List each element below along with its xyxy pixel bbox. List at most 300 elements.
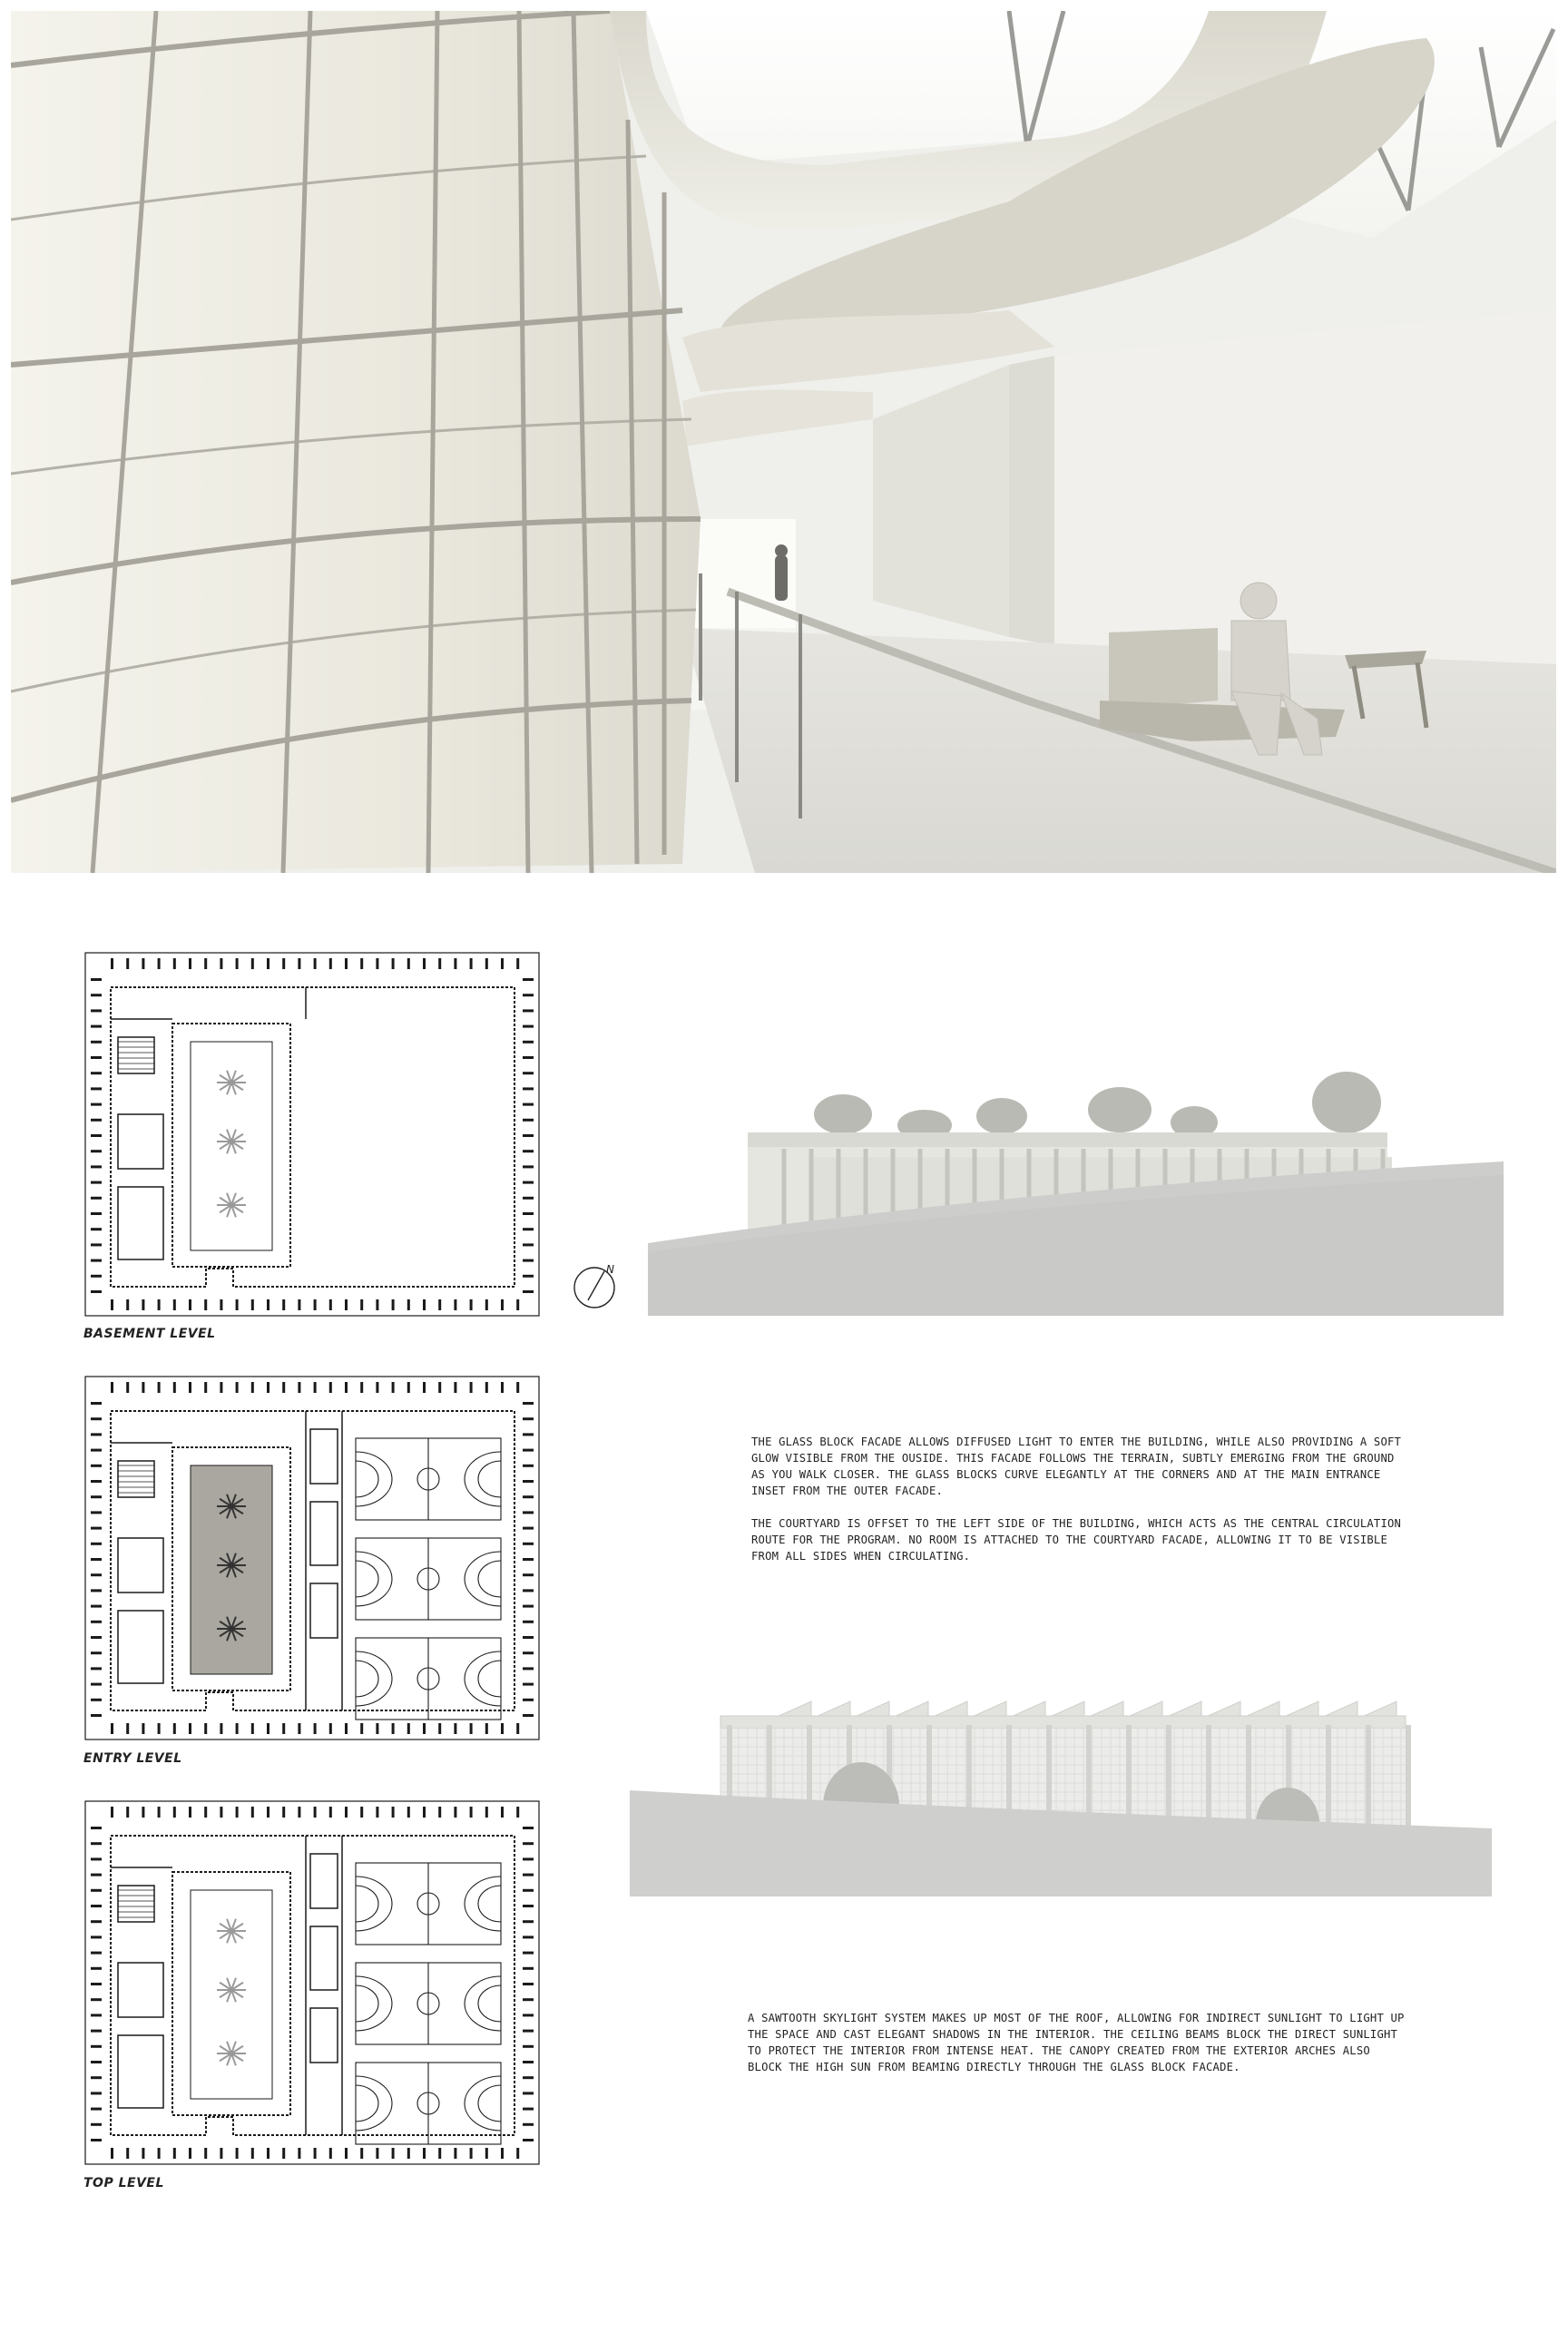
room	[310, 1429, 338, 1484]
column-mark	[329, 1807, 332, 1818]
glass-block-wall	[11, 11, 701, 873]
column-mark	[220, 1382, 222, 1393]
column-mark	[407, 958, 410, 969]
tree-icon	[217, 1978, 246, 2003]
column-mark	[438, 1807, 441, 1818]
column-mark	[523, 1636, 534, 1639]
tree-icon	[217, 2042, 246, 2066]
column-mark	[454, 1299, 456, 1310]
column-mark	[91, 1605, 102, 1608]
column-mark	[523, 1651, 534, 1654]
column-mark	[126, 1807, 129, 1818]
column-mark	[523, 1402, 534, 1405]
column-mark	[282, 958, 285, 969]
column-mark	[267, 1299, 270, 1310]
column-mark	[204, 2148, 207, 2159]
column-mark	[345, 1723, 348, 1734]
stair	[118, 1461, 154, 1497]
column-mark	[91, 1041, 102, 1044]
column-mark	[523, 1558, 534, 1561]
column-mark	[329, 1723, 332, 1734]
column-mark	[360, 1299, 363, 1310]
roof-paragraph-1: A SAWTOOTH SKYLIGHT SYSTEM MAKES UP MOST OF THE ROOF, ALLOWING FOR INDIRECT SUNLIGHT TO LIGHT UP THE SPACE AND CAST ELEGANT SHADOWS IN THE INTERIOR. THE CEILING BEAMS BLOCK THE DIRECT SUNLIGHT TO PROTECT THE INTERIOR FROM INTENSE HEAT. THE CANOPY CREATED FROM THE EXTERIOR ARCHES ALSO BLOCK THE HIGH SUN FROM BEAMING DIRECTLY THROUGH THE GLASS BLOCK FACADE.	[748, 2012, 1405, 2073]
column-mark	[360, 1382, 363, 1393]
column-mark	[523, 1259, 534, 1262]
column-mark	[126, 1382, 129, 1393]
person-figure	[775, 555, 788, 601]
column-mark	[392, 1723, 395, 1734]
column-mark	[523, 1165, 534, 1168]
room	[118, 1963, 163, 2017]
column-mark	[523, 1150, 534, 1152]
column-mark	[516, 1299, 519, 1310]
plan-entry	[83, 1375, 537, 1743]
column-mark	[523, 1181, 534, 1184]
facade-description	[751, 1434, 1405, 1581]
column-mark	[91, 1449, 102, 1452]
column-mark	[91, 1920, 102, 1923]
column-mark	[523, 1025, 534, 1028]
column-mark	[282, 1299, 285, 1310]
column-mark	[376, 1723, 378, 1734]
column-mark	[516, 1382, 519, 1393]
column-mark	[91, 1181, 102, 1184]
column-mark	[360, 1723, 363, 1734]
plan-top	[83, 1799, 537, 2168]
column-mark	[407, 1382, 410, 1393]
elevation-render-2	[630, 1556, 1492, 1896]
column-mark	[158, 2148, 161, 2159]
column-mark	[523, 978, 534, 981]
column-mark	[158, 958, 161, 969]
column-mark	[91, 2123, 102, 2126]
column-mark	[91, 1699, 102, 1701]
plan-label-entry: ENTRY LEVEL	[83, 1751, 182, 1766]
column-mark	[91, 2014, 102, 2016]
column-mark	[189, 1723, 191, 1734]
column-mark	[523, 1465, 534, 1467]
column-mark	[91, 1527, 102, 1530]
column-mark	[523, 1967, 534, 1970]
column-mark	[158, 1807, 161, 1818]
building-outline	[111, 1411, 514, 1710]
column-mark	[314, 1723, 317, 1734]
column-mark	[142, 2148, 144, 2159]
column-mark	[523, 1605, 534, 1608]
plan-outer-frame	[85, 1377, 539, 1740]
column-mark	[523, 1119, 534, 1122]
column-mark	[267, 1382, 270, 1393]
room	[118, 1611, 163, 1683]
column-mark	[523, 1573, 534, 1576]
column-mark	[523, 1449, 534, 1452]
column-mark	[126, 1723, 129, 1734]
room	[118, 1538, 163, 1592]
column-mark	[91, 1275, 102, 1278]
column-mark	[345, 1382, 348, 1393]
column-mark	[485, 1299, 488, 1310]
column-mark	[360, 1807, 363, 1818]
column-mark	[314, 2148, 317, 2159]
column-mark	[220, 958, 222, 969]
column-mark	[142, 1807, 144, 1818]
column-mark	[523, 2108, 534, 2111]
column-mark	[454, 958, 456, 969]
column-mark	[142, 1299, 144, 1310]
column-mark	[91, 1025, 102, 1028]
plan-basement	[83, 951, 537, 1319]
column-mark	[267, 2148, 270, 2159]
column-mark	[454, 1807, 456, 1818]
plan-label-top: TOP LEVEL	[83, 2176, 164, 2190]
column-mark	[523, 1041, 534, 1044]
column-mark	[501, 958, 504, 969]
column-mark	[501, 1299, 504, 1310]
column-mark	[251, 1723, 254, 1734]
column-mark	[91, 1119, 102, 1122]
column-mark	[173, 1299, 176, 1310]
column-mark	[314, 1807, 317, 1818]
roof-canopy	[720, 1716, 1406, 1729]
column-mark	[407, 1807, 410, 1818]
column-mark	[91, 2092, 102, 2094]
column-mark	[91, 1952, 102, 1955]
column-mark	[173, 2148, 176, 2159]
plan-outer-frame	[85, 1801, 539, 2164]
room	[118, 2035, 163, 2108]
column-mark	[485, 1807, 488, 1818]
column-mark	[298, 1299, 300, 1310]
column-mark	[126, 1299, 129, 1310]
column-mark	[523, 1874, 534, 1877]
column-mark	[360, 2148, 363, 2159]
column-mark	[314, 1299, 317, 1310]
column-mark	[91, 1511, 102, 1514]
column-mark	[91, 1480, 102, 1483]
column-mark	[523, 1714, 534, 1717]
column-mark	[111, 1723, 113, 1734]
column-mark	[91, 1465, 102, 1467]
column-mark	[91, 1103, 102, 1106]
column-mark	[91, 1573, 102, 1576]
column-mark	[470, 958, 473, 969]
column-mark	[91, 1417, 102, 1420]
column-mark	[204, 958, 207, 969]
column-mark	[236, 2148, 239, 2159]
column-mark	[251, 2148, 254, 2159]
column-mark	[438, 1299, 441, 1310]
column-mark	[91, 1857, 102, 1860]
column-mark	[423, 958, 426, 969]
column-mark	[298, 2148, 300, 2159]
column-mark	[204, 1723, 207, 1734]
column-mark	[523, 1417, 534, 1420]
column-mark	[523, 1009, 534, 1012]
column-mark	[329, 1382, 332, 1393]
column-mark	[454, 1382, 456, 1393]
room	[310, 1502, 338, 1565]
column-mark	[485, 2148, 488, 2159]
column-mark	[523, 1998, 534, 2001]
column-mark	[111, 1382, 113, 1393]
column-mark	[470, 1382, 473, 1393]
column-mark	[126, 958, 129, 969]
column-mark	[220, 1807, 222, 1818]
column-mark	[523, 2045, 534, 2048]
column-mark	[470, 1807, 473, 1818]
courtyard	[191, 1042, 272, 1250]
column-mark	[111, 1299, 113, 1310]
column-mark	[204, 1299, 207, 1310]
column-mark	[523, 1889, 534, 1892]
column-mark	[485, 1382, 488, 1393]
column-mark	[173, 1723, 176, 1734]
column-mark	[376, 2148, 378, 2159]
column-mark	[485, 958, 488, 969]
column-mark	[298, 1723, 300, 1734]
column-mark	[392, 1382, 395, 1393]
column-mark	[236, 1299, 239, 1310]
room	[310, 1854, 338, 1908]
column-mark	[220, 2148, 222, 2159]
column-mark	[523, 1527, 534, 1530]
column-mark	[111, 2148, 113, 2159]
basketball-court	[356, 2063, 501, 2144]
column-mark	[142, 1382, 144, 1393]
column-mark	[423, 1723, 426, 1734]
column-mark	[376, 1299, 378, 1310]
column-mark	[282, 1807, 285, 1818]
column-mark	[142, 958, 144, 969]
column-mark	[376, 1382, 378, 1393]
column-mark	[298, 958, 300, 969]
column-mark	[251, 1807, 254, 1818]
column-mark	[407, 2148, 410, 2159]
column-mark	[111, 1807, 113, 1818]
courtyard	[191, 1465, 272, 1674]
column-mark	[91, 1905, 102, 1907]
column-mark	[523, 1495, 534, 1498]
column-mark	[189, 1807, 191, 1818]
column-mark	[523, 1905, 534, 1907]
column-mark	[173, 1382, 176, 1393]
column-mark	[523, 1275, 534, 1278]
elevation-render-1	[648, 980, 1504, 1316]
column-mark	[91, 1651, 102, 1654]
column-mark	[470, 2148, 473, 2159]
column-mark	[423, 2148, 426, 2159]
column-mark	[91, 1056, 102, 1059]
column-mark	[282, 1723, 285, 1734]
column-mark	[329, 1299, 332, 1310]
column-mark	[376, 958, 378, 969]
column-mark	[251, 958, 254, 969]
column-mark	[523, 2030, 534, 2033]
room	[310, 2008, 338, 2063]
column-mark	[91, 1402, 102, 1405]
column-mark	[158, 1299, 161, 1310]
column-mark	[91, 1433, 102, 1436]
basketball-court	[356, 1438, 501, 1520]
tree-icon	[217, 1130, 246, 1154]
column-mark	[516, 1723, 519, 1734]
column-mark	[523, 1087, 534, 1090]
column-mark	[523, 1433, 534, 1436]
column-mark	[454, 1723, 456, 1734]
column-mark	[251, 1299, 254, 1310]
column-mark	[523, 1842, 534, 1845]
column-mark	[91, 1683, 102, 1686]
column-mark	[91, 1165, 102, 1168]
column-mark	[454, 2148, 456, 2159]
column-mark	[189, 2148, 191, 2159]
column-mark	[91, 1714, 102, 1717]
column-mark	[523, 1228, 534, 1230]
column-mark	[407, 1723, 410, 1734]
column-mark	[523, 994, 534, 996]
basketball-court	[356, 1638, 501, 1720]
column-mark	[189, 1299, 191, 1310]
column-mark	[523, 1952, 534, 1955]
roof-description	[748, 2010, 1410, 2092]
facade-paragraph-2: THE COURTYARD IS OFFSET TO THE LEFT SIDE OF THE BUILDING, WHICH ACTS AS THE CENTRAL CIRCULATION ROUTE FOR THE PROGRAM. NO ROOM IS ATTACHED TO THE COURTYARD FACADE, ALLOWING IT TO BE VISIBLE FROM ALL SIDES WHEN CIRCULATING.	[751, 1517, 1402, 1563]
column-mark	[236, 958, 239, 969]
column-mark	[91, 1495, 102, 1498]
column-mark	[438, 958, 441, 969]
column-mark	[91, 1243, 102, 1246]
column-mark	[158, 1723, 161, 1734]
column-mark	[236, 1807, 239, 1818]
column-mark	[91, 1558, 102, 1561]
column-mark	[111, 958, 113, 969]
column-mark	[91, 1983, 102, 1985]
column-mark	[523, 2061, 534, 2063]
column-mark	[173, 1807, 176, 1818]
column-mark	[523, 2092, 534, 2094]
north-arrow-icon	[570, 1257, 624, 1311]
column-mark	[392, 2148, 395, 2159]
column-mark	[282, 2148, 285, 2159]
column-mark	[91, 1967, 102, 1970]
column-mark	[523, 1072, 534, 1074]
column-mark	[91, 1589, 102, 1592]
column-mark	[236, 1382, 239, 1393]
column-mark	[345, 2148, 348, 2159]
column-mark	[126, 2148, 129, 2159]
stair	[118, 1037, 154, 1073]
building-outline	[111, 987, 514, 1287]
column-mark	[523, 1243, 534, 1246]
column-mark	[91, 2045, 102, 2048]
column-mark	[91, 2108, 102, 2111]
column-mark	[470, 1299, 473, 1310]
column-mark	[314, 958, 317, 969]
column-mark	[501, 1723, 504, 1734]
column-mark	[91, 1150, 102, 1152]
column-mark	[523, 2123, 534, 2126]
column-mark	[345, 1299, 348, 1310]
column-mark	[523, 1212, 534, 1215]
column-mark	[523, 1589, 534, 1592]
tree-icon	[217, 1071, 246, 1095]
basketball-court	[356, 1863, 501, 1945]
column-mark	[91, 1543, 102, 1545]
column-mark	[392, 1299, 395, 1310]
column-mark	[267, 1723, 270, 1734]
column-mark	[523, 2076, 534, 2079]
facade-paragraph-1: THE GLASS BLOCK FACADE ALLOWS DIFFUSED LIGHT TO ENTER THE BUILDING, WHILE ALSO PROVIDING A SOFT GLOW VISIBLE FROM THE OUSIDE. THIS FACADE FOLLOWS THE TERRAIN, SUBTLY EMERGING FROM THE GROUND AS YOU WALK CLOSER. THE GLASS BLOCKS CURVE ELEGANTLY AT THE CORNERS AND AT THE MAIN ENTRANCE INSET FROM THE OUTER FACADE.	[751, 1436, 1402, 1497]
column-mark	[438, 2148, 441, 2159]
building-outline	[111, 1836, 514, 2135]
column-mark	[91, 1936, 102, 1938]
column-mark	[91, 978, 102, 981]
column-mark	[91, 1212, 102, 1215]
column-mark	[91, 1009, 102, 1012]
column-mark	[189, 1382, 191, 1393]
column-mark	[523, 1290, 534, 1293]
column-mark	[91, 1134, 102, 1137]
column-mark	[523, 2014, 534, 2016]
column-mark	[516, 958, 519, 969]
column-mark	[91, 1621, 102, 1623]
plan-outer-frame	[85, 953, 539, 1316]
column-mark	[267, 958, 270, 969]
tree-icon	[217, 1193, 246, 1218]
column-mark	[523, 1857, 534, 1860]
column-mark	[91, 1827, 102, 1829]
column-mark	[91, 1874, 102, 1877]
column-mark	[204, 1382, 207, 1393]
column-mark	[523, 1056, 534, 1059]
column-mark	[298, 1807, 300, 1818]
column-mark	[91, 2139, 102, 2141]
column-mark	[91, 1290, 102, 1293]
column-mark	[501, 1807, 504, 1818]
column-mark	[392, 1807, 395, 1818]
column-mark	[91, 1259, 102, 1262]
column-mark	[345, 958, 348, 969]
column-mark	[423, 1299, 426, 1310]
column-mark	[329, 2148, 332, 2159]
column-mark	[485, 1723, 488, 1734]
column-mark	[91, 1889, 102, 1892]
column-mark	[314, 1382, 317, 1393]
column-mark	[470, 1723, 473, 1734]
stair	[118, 1886, 154, 1922]
column-mark	[91, 1087, 102, 1090]
column-mark	[523, 1936, 534, 1938]
column-mark	[91, 1072, 102, 1074]
column-mark	[91, 1998, 102, 2001]
column-mark	[91, 1197, 102, 1200]
column-mark	[158, 1382, 161, 1393]
column-mark	[376, 1807, 378, 1818]
courtyard	[191, 1890, 272, 2099]
column-mark	[523, 1197, 534, 1200]
column-mark	[523, 1543, 534, 1545]
north-letter: N	[606, 1263, 614, 1276]
column-mark	[423, 1807, 426, 1818]
column-mark	[516, 2148, 519, 2159]
column-mark	[523, 1667, 534, 1670]
column-mark	[523, 1920, 534, 1923]
plan-label-basement: BASEMENT LEVEL	[83, 1327, 216, 1341]
basketball-court	[356, 1538, 501, 1620]
column-mark	[267, 1807, 270, 1818]
column-mark	[523, 1480, 534, 1483]
column-mark	[523, 1983, 534, 1985]
column-mark	[392, 958, 395, 969]
